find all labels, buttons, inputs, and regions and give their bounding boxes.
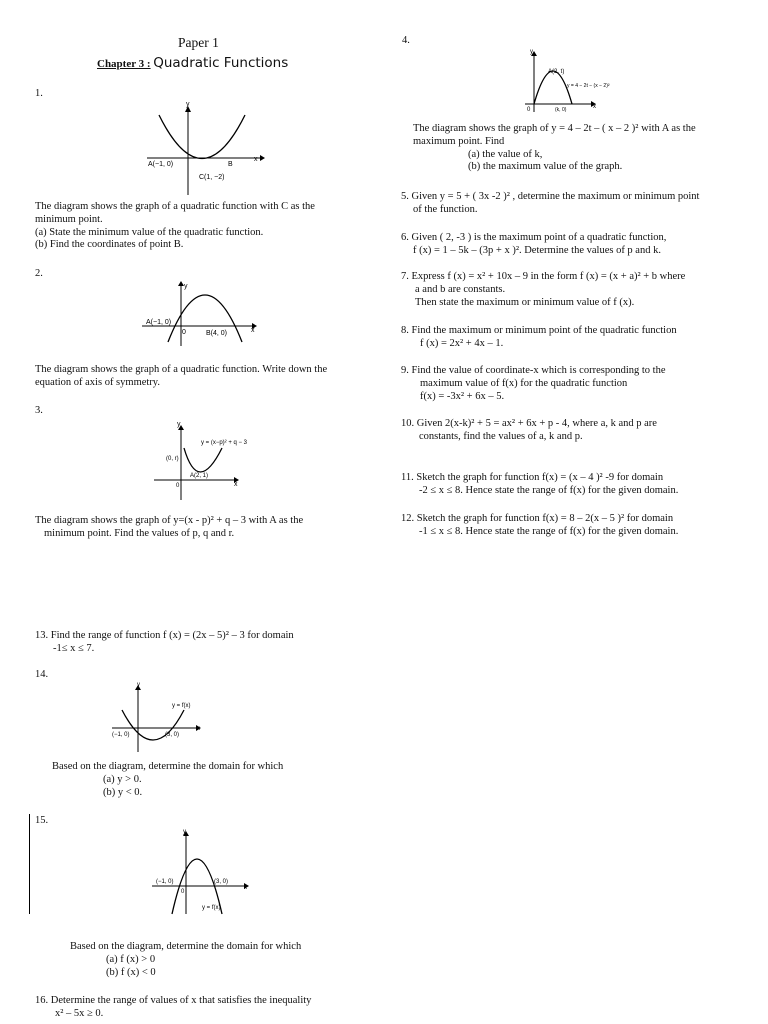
q8-line: 8. Find the maximum or minimum point of the quadratic function (401, 325, 677, 336)
q1-point-a: A(−1, 0) (148, 161, 174, 168)
chapter-prefix: Chapter 3 : (97, 58, 151, 70)
q14-diagram (110, 680, 210, 752)
q1-line: (a) State the minimum value of the quadratic function. (35, 226, 264, 238)
q2-origin: 0 (182, 329, 186, 336)
chapter-heading (97, 55, 288, 72)
q3-y-label: y (177, 421, 181, 428)
q15-y-label: y (183, 829, 186, 835)
q3-line: The diagram shows the graph of y=(x - p)² + q – 3 with A as the (35, 515, 304, 526)
chapter-name: Quadratic Functions (153, 55, 289, 71)
q2-line: The diagram shows the graph of a quadratic function. Write down the (35, 364, 328, 375)
q12-line: 12. Sketch the graph for function f(x) = 8 – 2(x – 5 )² for domain (401, 513, 674, 524)
q1-parabola (159, 115, 245, 159)
q15-sub-line: (b) f (x) < 0 (106, 966, 156, 978)
q9-line: f(x) = -3x² + 6x – 5. (420, 390, 505, 402)
q14-y-label: y (137, 682, 140, 688)
q3-origin: 0 (176, 483, 180, 489)
q4-line: maximum point. Find (413, 135, 505, 147)
q15-x-label: x (244, 885, 247, 891)
q4-equation-label: y = 4 − 2t − (x − 2)² (567, 83, 610, 89)
q1-line: The diagram shows the graph of a quadratic function with C as the (35, 201, 315, 212)
q16-text (35, 995, 311, 1021)
q14-sub-line: (a) y > 0. (103, 773, 142, 785)
q2-parabola (168, 295, 242, 342)
q1-x-label: x (254, 156, 258, 163)
q1-point-c: C(1, −2) (199, 174, 225, 181)
q12-text (401, 513, 678, 539)
q14-sub-line: (b) y < 0. (103, 786, 143, 798)
q2-y-label: y (184, 283, 188, 290)
q2-text (35, 364, 327, 390)
q5-text (401, 191, 699, 217)
q3-parabola (184, 448, 222, 472)
question-number-15: 15. (35, 815, 49, 826)
q2-line: equation of axis of symmetry. (35, 376, 161, 388)
q7-line: Then state the maximum or minimum value of f (x). (415, 296, 635, 308)
q1-x-arrow (260, 155, 265, 161)
q3-line: minimum point. Find the values of p, q and r. (44, 527, 235, 539)
paper-title: Paper 1 (178, 35, 219, 50)
q8-line: f (x) = 2x² + 4x – 1. (420, 337, 504, 349)
q5-line: 5. Given y = 5 + ( 3x -2 )² , determine the maximum or minimum point (401, 191, 700, 202)
q14-x-label: x (197, 726, 200, 732)
q11-line: 11. Sketch the graph for function f(x) = (x – 4 )² -9 for domain (401, 472, 664, 483)
q7-text (401, 271, 685, 309)
q15-point-a: (−1, 0) (156, 879, 174, 885)
q9-line: maximum value of f(x) for the quadratic function (420, 377, 628, 389)
q16-line: x² – 5x ≥ 0. (55, 1007, 104, 1019)
q1-line: (b) Find the coordinates of point B. (35, 239, 184, 251)
q3-equation-label: y = (x−p)² + q − 3 (201, 440, 248, 446)
q3-x-label: x (234, 481, 238, 488)
q5-line: of the function. (413, 203, 478, 215)
q8-text (401, 325, 677, 351)
q9-text (401, 365, 665, 403)
q15-diagram (150, 826, 260, 916)
q10-line: 10. Given 2(x-k)² + 5 = ax² + 6x + p - 4, where a, k and p are (401, 418, 657, 429)
q1-point-b: B (228, 161, 233, 168)
q7-line: 7. Express f (x) = x² + 10x – 9 in the form f (x) = (x + a)² + b where (401, 271, 686, 282)
q3-diagram (150, 420, 268, 500)
q13-line: 13. Find the range of function f (x) = (2x – 5)² – 3 for domain (35, 630, 294, 641)
q6-line: f (x) = 1 – 5k – (3p + x )². Determine the values of p and k. (413, 244, 661, 256)
margin-line (29, 814, 30, 914)
q4-point-a: A(2, t) (548, 69, 565, 75)
q1-diagram (145, 100, 265, 198)
q4-diagram (515, 48, 625, 114)
q15-point-b: (3, 0) (214, 879, 229, 885)
q15-intro: Based on the diagram, determine the domain for which (70, 941, 302, 952)
q1-y-label: y (186, 101, 190, 108)
q15-origin: 0 (181, 889, 185, 895)
q12-line: -1 ≤ x ≤ 8. Hence state the range of f(x) for the given domain. (419, 525, 679, 537)
q15-sub-line: (a) f (x) > 0 (106, 953, 156, 965)
q4-origin: 0 (527, 107, 531, 113)
q16-line: 16. Determine the range of values of x that satisfies the inequality (35, 995, 312, 1006)
q2-point-b: B(4, 0) (206, 330, 228, 337)
q13-text (35, 630, 294, 656)
q6-line: 6. Given ( 2, -3 ) is the maximum point of a quadratic function, (401, 232, 667, 243)
q3-point-a: A(2, 1) (190, 473, 209, 479)
q2-x-label: x (251, 327, 255, 334)
q4-y-label: y (530, 49, 533, 55)
q1-line: minimum point. (35, 213, 103, 225)
q14-text (52, 761, 283, 799)
q14-fx-label: y = f(x) (172, 703, 191, 709)
question-number-1: 1. (35, 88, 43, 99)
q4-point-k: (k, 0) (555, 107, 567, 113)
q6-text (401, 232, 666, 258)
q14-intro: Based on the diagram, determine the domain for which (52, 761, 284, 772)
q14-point-a: (−1, 0) (112, 732, 130, 738)
q15-fx-label: y = f(x) (202, 905, 221, 911)
q15-text (70, 941, 301, 979)
q13-line: -1≤ x ≤ 7. (53, 642, 95, 654)
q1-text (35, 201, 315, 252)
question-number-2: 2. (35, 268, 43, 279)
q4-sub-line: (b) the maximum value of the graph. (468, 161, 623, 173)
q4-text (413, 123, 696, 174)
q11-line: -2 ≤ x ≤ 8. Hence state the range of f(x) for the given domain. (419, 484, 679, 496)
q10-line: constants, find the values of a, k and p. (419, 430, 583, 442)
q4-sub-line: (a) the value of k, (468, 148, 543, 160)
q2-diagram (140, 278, 260, 348)
q4-x-label: x (593, 104, 596, 110)
q7-line: a and b are constants. (415, 283, 506, 295)
q11-text (401, 472, 678, 498)
q2-point-a: A(−1, 0) (146, 319, 172, 326)
q3-text (35, 515, 303, 541)
q14-point-b: (3, 0) (165, 732, 180, 738)
q10-text (401, 418, 657, 444)
q4-line: The diagram shows the graph of y = 4 – 2t – ( x – 2 )² with A as the (413, 123, 696, 134)
question-number-3: 3. (35, 405, 43, 416)
q3-point-p: (0, r) (166, 456, 179, 462)
question-number-14: 14. (35, 669, 49, 680)
q9-line: 9. Find the value of coordinate-x which is corresponding to the (401, 365, 666, 376)
question-number-4: 4. (402, 35, 410, 46)
